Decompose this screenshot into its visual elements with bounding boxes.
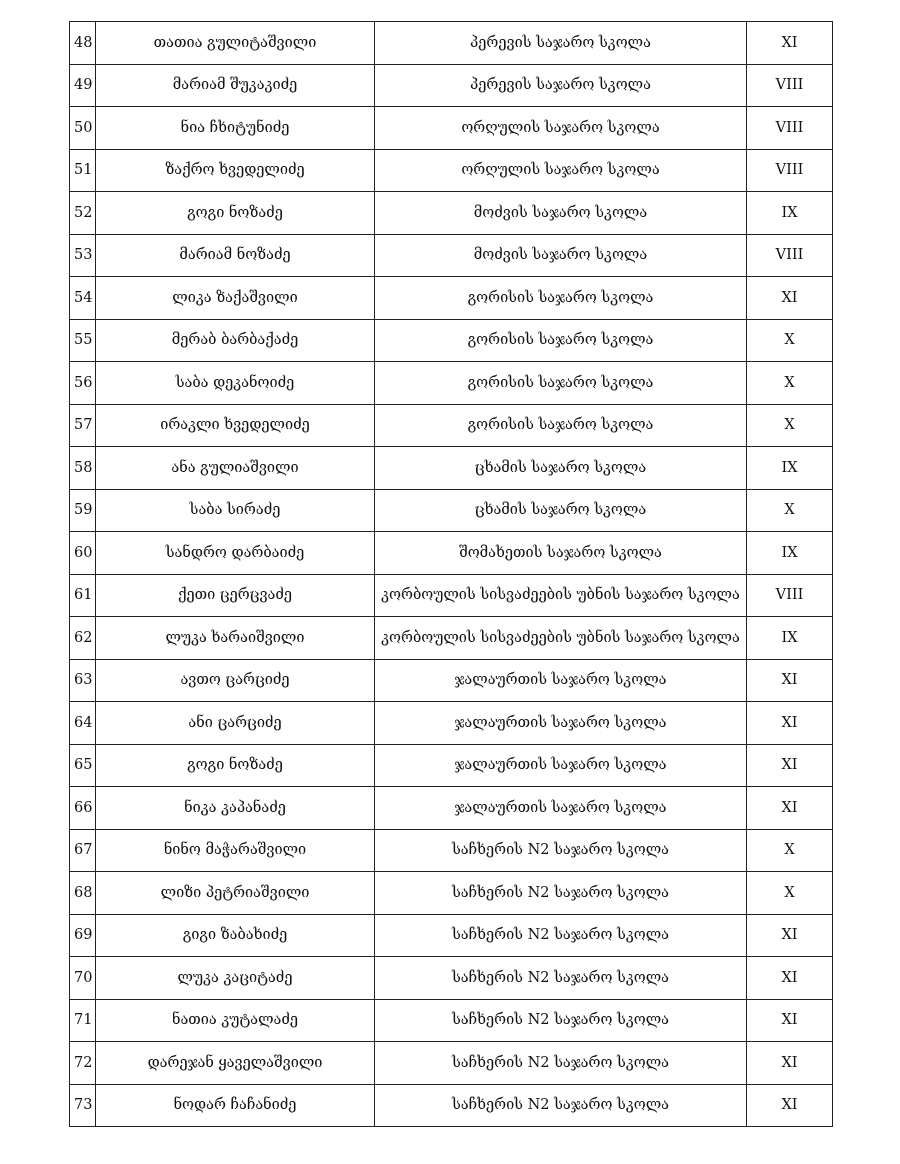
table-row xyxy=(70,277,833,320)
grade-cell: XI xyxy=(747,277,833,320)
student-name-cell: გოგი ნოზაძე xyxy=(96,192,375,235)
row-number-cell: 66 xyxy=(70,787,96,830)
row-number-cell: 70 xyxy=(70,957,96,1000)
school-name-cell: საჩხერის N2 საჯარო სკოლა xyxy=(375,914,747,957)
row-number-cell: 64 xyxy=(70,702,96,745)
table-row xyxy=(70,702,833,745)
student-name-cell: ლუკა კაციტაძე xyxy=(96,957,375,1000)
table-row xyxy=(70,914,833,957)
table-row xyxy=(70,1042,833,1085)
student-name-cell: მარიამ შუკაკიძე xyxy=(96,64,375,107)
school-name-cell: გორისის საჯარო სკოლა xyxy=(375,277,747,320)
grade-cell: IX xyxy=(747,192,833,235)
school-name-cell: გორისის საჯარო სკოლა xyxy=(375,319,747,362)
student-name-cell: მარიამ ნოზაძე xyxy=(96,234,375,277)
student-name-cell: საბა სირაძე xyxy=(96,489,375,532)
row-number-cell: 49 xyxy=(70,64,96,107)
grade-cell: X xyxy=(747,362,833,405)
table-row xyxy=(70,149,833,192)
school-name-cell: მოძვის საჯარო სკოლა xyxy=(375,192,747,235)
school-name-cell: საჩხერის N2 საჯარო სკოლა xyxy=(375,1084,747,1127)
school-name-cell: შომახეთის საჯარო სკოლა xyxy=(375,532,747,575)
participants-table xyxy=(69,21,833,1127)
row-number-cell: 59 xyxy=(70,489,96,532)
student-name-cell: ზაქრო ხვედელიძე xyxy=(96,149,375,192)
row-number-cell: 60 xyxy=(70,532,96,575)
student-name-cell: ლიზი პეტრიაშვილი xyxy=(96,872,375,915)
table-row xyxy=(70,489,833,532)
table-row xyxy=(70,999,833,1042)
table-row xyxy=(70,234,833,277)
row-number-cell: 63 xyxy=(70,659,96,702)
row-number-cell: 55 xyxy=(70,319,96,362)
row-number-cell: 50 xyxy=(70,107,96,150)
row-number-cell: 61 xyxy=(70,574,96,617)
grade-cell: XI xyxy=(747,22,833,65)
student-name-cell: ანი ცარციძე xyxy=(96,702,375,745)
grade-cell: VIII xyxy=(747,149,833,192)
school-name-cell: საჩხერის N2 საჯარო სკოლა xyxy=(375,999,747,1042)
grade-cell: XI xyxy=(747,659,833,702)
table-row xyxy=(70,532,833,575)
student-name-cell: ქეთი ცერცვაძე xyxy=(96,574,375,617)
table-row xyxy=(70,829,833,872)
student-name-cell: გიგი ზაბახიძე xyxy=(96,914,375,957)
row-number-cell: 54 xyxy=(70,277,96,320)
student-name-cell: ლიკა ზაქაშვილი xyxy=(96,277,375,320)
school-name-cell: გორისის საჯარო სკოლა xyxy=(375,362,747,405)
table-row xyxy=(70,744,833,787)
grade-cell: X xyxy=(747,489,833,532)
school-name-cell: კორბოულის სისვაძეების უბნის საჯარო სკოლა xyxy=(375,574,747,617)
grade-cell: IX xyxy=(747,532,833,575)
student-name-cell: საბა დეკანოიძე xyxy=(96,362,375,405)
student-name-cell: დარეჯან ყაველაშვილი xyxy=(96,1042,375,1085)
row-number-cell: 73 xyxy=(70,1084,96,1127)
student-name-cell: ავთო ცარციძე xyxy=(96,659,375,702)
school-name-cell: ორღულის საჯარო სკოლა xyxy=(375,107,747,150)
row-number-cell: 72 xyxy=(70,1042,96,1085)
school-name-cell: ცხამის საჯარო სკოლა xyxy=(375,489,747,532)
school-name-cell: საჩხერის N2 საჯარო სკოლა xyxy=(375,829,747,872)
row-number-cell: 68 xyxy=(70,872,96,915)
table-row xyxy=(70,107,833,150)
school-name-cell: კორბოულის სისვაძეების უბნის საჯარო სკოლა xyxy=(375,617,747,660)
grade-cell: X xyxy=(747,319,833,362)
table-body xyxy=(70,22,833,1127)
student-name-cell: ანა გულიაშვილი xyxy=(96,447,375,490)
table-row xyxy=(70,404,833,447)
grade-cell: XI xyxy=(747,744,833,787)
grade-cell: IX xyxy=(747,447,833,490)
student-name-cell: თათია გულიტაშვილი xyxy=(96,22,375,65)
student-name-cell: ნიკა კაპანაძე xyxy=(96,787,375,830)
table-row xyxy=(70,319,833,362)
student-name-cell: მერაბ ბარბაქაძე xyxy=(96,319,375,362)
row-number-cell: 48 xyxy=(70,22,96,65)
table-row xyxy=(70,447,833,490)
grade-cell: XI xyxy=(747,914,833,957)
grade-cell: VIII xyxy=(747,64,833,107)
grade-cell: XI xyxy=(747,1084,833,1127)
school-name-cell: საჩხერის N2 საჯარო სკოლა xyxy=(375,957,747,1000)
grade-cell: XI xyxy=(747,702,833,745)
grade-cell: VIII xyxy=(747,574,833,617)
school-name-cell: საჩხერის N2 საჯარო სკოლა xyxy=(375,872,747,915)
school-name-cell: გორისის საჯარო სკოლა xyxy=(375,404,747,447)
table-row xyxy=(70,787,833,830)
school-name-cell: მოძვის საჯარო სკოლა xyxy=(375,234,747,277)
school-name-cell: ცხამის საჯარო სკოლა xyxy=(375,447,747,490)
table-row xyxy=(70,192,833,235)
row-number-cell: 62 xyxy=(70,617,96,660)
school-name-cell: ჯალაურთის საჯარო სკოლა xyxy=(375,787,747,830)
grade-cell: VIII xyxy=(747,234,833,277)
student-name-cell: ლუკა ხარაიშვილი xyxy=(96,617,375,660)
student-name-cell: ნოდარ ჩაჩანიძე xyxy=(96,1084,375,1127)
school-name-cell: ჯალაურთის საჯარო სკოლა xyxy=(375,659,747,702)
row-number-cell: 65 xyxy=(70,744,96,787)
school-name-cell: პერევის საჯარო სკოლა xyxy=(375,22,747,65)
table-row xyxy=(70,659,833,702)
grade-cell: X xyxy=(747,872,833,915)
table-row xyxy=(70,617,833,660)
table-row xyxy=(70,957,833,1000)
row-number-cell: 69 xyxy=(70,914,96,957)
student-name-cell: ნია ჩხიტუნიძე xyxy=(96,107,375,150)
school-name-cell: ჯალაურთის საჯარო სკოლა xyxy=(375,744,747,787)
participants-table-container xyxy=(69,21,832,1127)
school-name-cell: საჩხერის N2 საჯარო სკოლა xyxy=(375,1042,747,1085)
row-number-cell: 57 xyxy=(70,404,96,447)
grade-cell: X xyxy=(747,404,833,447)
student-name-cell: ნათია კუტალაძე xyxy=(96,999,375,1042)
row-number-cell: 51 xyxy=(70,149,96,192)
grade-cell: XI xyxy=(747,999,833,1042)
row-number-cell: 56 xyxy=(70,362,96,405)
table-row xyxy=(70,872,833,915)
table-row xyxy=(70,1084,833,1127)
row-number-cell: 67 xyxy=(70,829,96,872)
table-row xyxy=(70,574,833,617)
grade-cell: VIII xyxy=(747,107,833,150)
grade-cell: XI xyxy=(747,957,833,1000)
table-row xyxy=(70,362,833,405)
grade-cell: IX xyxy=(747,617,833,660)
student-name-cell: სანდრო დარბაიძე xyxy=(96,532,375,575)
school-name-cell: ორღულის საჯარო სკოლა xyxy=(375,149,747,192)
school-name-cell: პერევის საჯარო სკოლა xyxy=(375,64,747,107)
row-number-cell: 58 xyxy=(70,447,96,490)
table-row xyxy=(70,64,833,107)
school-name-cell: ჯალაურთის საჯარო სკოლა xyxy=(375,702,747,745)
grade-cell: XI xyxy=(747,1042,833,1085)
grade-cell: XI xyxy=(747,787,833,830)
grade-cell: X xyxy=(747,829,833,872)
student-name-cell: ნინო მაჭარაშვილი xyxy=(96,829,375,872)
row-number-cell: 53 xyxy=(70,234,96,277)
row-number-cell: 71 xyxy=(70,999,96,1042)
row-number-cell: 52 xyxy=(70,192,96,235)
student-name-cell: გოგი ნოზაძე xyxy=(96,744,375,787)
student-name-cell: ირაკლი ხვედელიძე xyxy=(96,404,375,447)
table-row xyxy=(70,22,833,65)
